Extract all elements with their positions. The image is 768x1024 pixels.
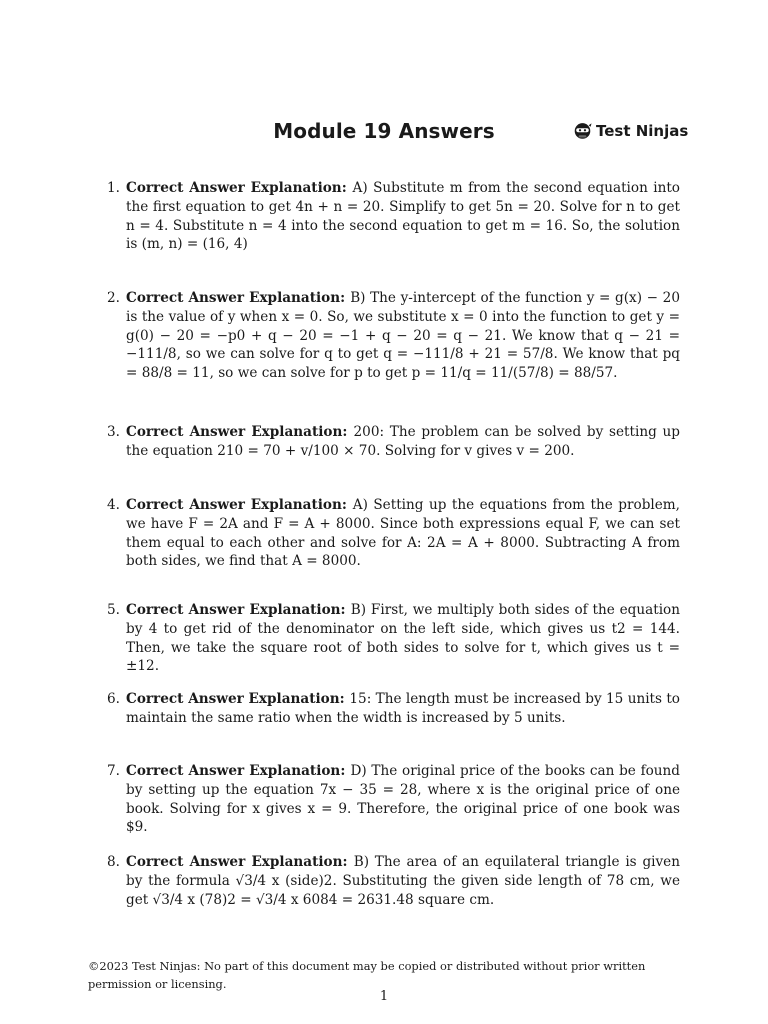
answer-text: Correct Answer Explanation: B) The y-intercept of the function y = g(x) − 20 is the value of y when x = 0. So, we substitute x = 0 into the function to get y = g(0) − 20 = −p0 + q − 20 = −1 + q − 20 = q − 21. We know that q − 21 = −111/8, so we can solve for q to get q = −111/8 + 21 = 57/8. We know that pq = 88/8 = 11, so we can solve for p to get p = 11/q = 11/(57/8) = 88/57. bbox=[126, 290, 680, 382]
answer-number: 1. bbox=[107, 180, 120, 196]
answer-text: Correct Answer Explanation: 15: The length must be increased by 15 units to maintain the same ratio when the width is increased by 5 units. bbox=[126, 691, 680, 726]
answer-text: Correct Answer Explanation: B) First, we multiply both sides of the equation by 4 to get rid of the denominator on the left side, which gives us t2 = 144. Then, we take the square root of both sides to solve for t, which gives us t = ±12. bbox=[126, 602, 680, 675]
answer-lead-label: Correct Answer Explanation: bbox=[126, 602, 351, 618]
answer-text: Correct Answer Explanation: 200: The problem can be solved by setting up the equation 210 = 70 + v/100 × 70. Solving for v gives v = 200. bbox=[126, 424, 680, 459]
answer-number: 3. bbox=[107, 424, 120, 440]
page-number: 1 bbox=[379, 989, 389, 1004]
answer-lead-label: Correct Answer Explanation: bbox=[126, 180, 353, 196]
answer-number: 7. bbox=[107, 763, 120, 779]
answer-lead-label: Correct Answer Explanation: bbox=[126, 691, 350, 707]
answer-lead-label: Correct Answer Explanation: bbox=[126, 854, 354, 870]
answer-text: Correct Answer Explanation: B) The area of an equilateral triangle is given by the formula √3/4 x (side)2. Substituting the given side length of 78 cm, we get √3/4 x (78)2 = √3/4 x 6084 = 2631.48 square cm. bbox=[126, 854, 680, 908]
answer-lead-label: Correct Answer Explanation: bbox=[126, 763, 351, 779]
answer-text: Correct Answer Explanation: A) Substitute m from the second equation into the first equation to get 4n + n = 20. Simplify to get 5n = 20. Solve for n to get n = 4. Substitute n = 4 into the second equation to get m = 16. So, the solution is (m, n) = (16, 4) bbox=[126, 180, 680, 253]
answer-number: 2. bbox=[107, 290, 120, 306]
answer-lead-label: Correct Answer Explanation: bbox=[126, 424, 354, 440]
page-title: Module 19 Answers bbox=[273, 119, 495, 143]
answer-lead-label: Correct Answer Explanation: bbox=[126, 497, 353, 513]
brand-logo bbox=[573, 121, 688, 140]
answer-text: Correct Answer Explanation: A) Setting up the equations from the problem, we have F = 2A and F = A + 8000. Since both expressions equal F, we can set them equal to each other and solve for A: 2A = A + 8000. Subtracting A from both sides, we find that A = 8000. bbox=[126, 497, 680, 570]
ninja-head-icon bbox=[573, 121, 592, 140]
answer-number: 8. bbox=[107, 854, 120, 870]
answer-text: Correct Answer Explanation: D) The original price of the books can be found by setting up the equation 7x − 35 = 28, where x is the original price of one book. Solving for x gives x = 9. Therefore, the original price of one book was $9. bbox=[126, 763, 680, 836]
copyright-notice: ©2023 Test Ninjas: No part of this document may be copied or distributed without prior written permission or licensing. bbox=[88, 959, 646, 991]
answer-number: 5. bbox=[107, 602, 120, 618]
answer-lead-label: Correct Answer Explanation: bbox=[126, 290, 351, 306]
answer-number: 6. bbox=[107, 691, 120, 707]
answer-number: 4. bbox=[107, 497, 120, 513]
brand-name: Test Ninjas bbox=[596, 121, 689, 140]
